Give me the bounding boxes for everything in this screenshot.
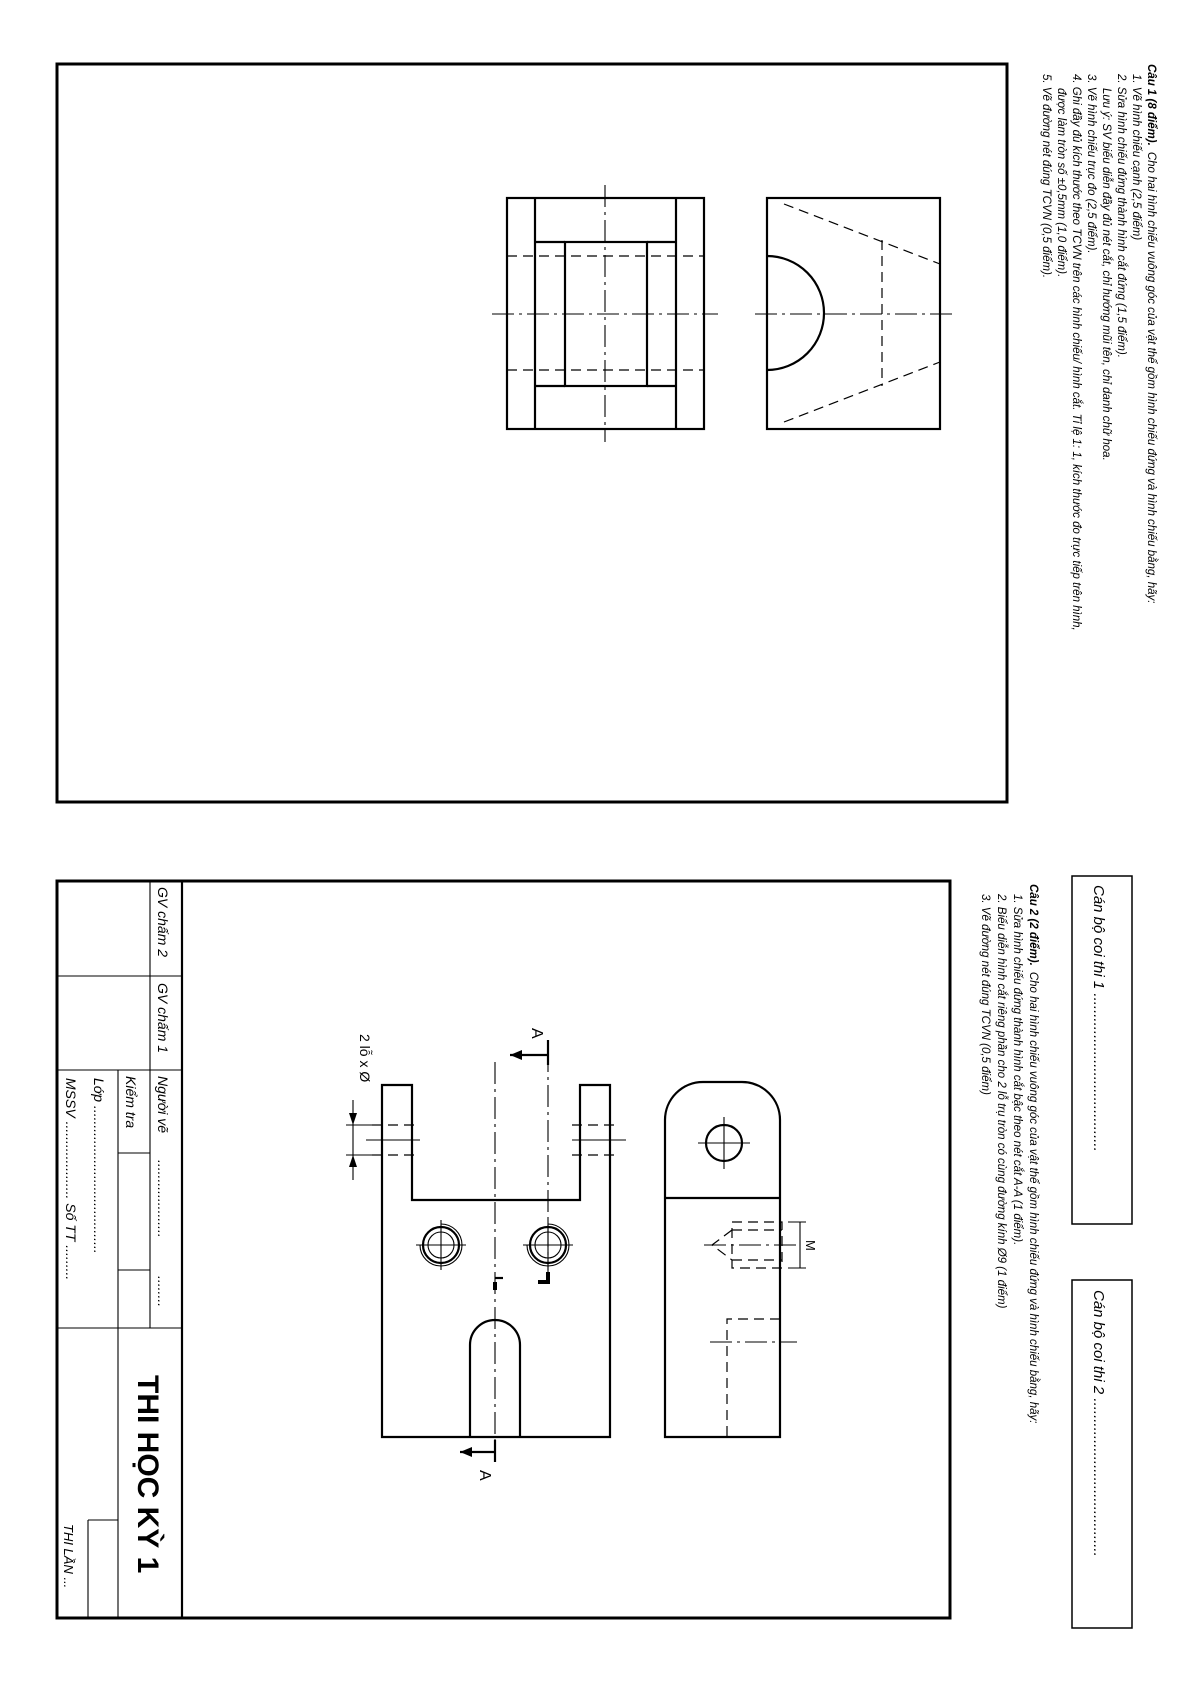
question1-item-4-cont: được làm tròn số ±0,5mm (1,0 điểm). (1055, 88, 1067, 278)
question1-front-view (755, 198, 952, 429)
question1-item-2: 2. Sửa hình chiếu đứng thành hình cắt đứng (1,5 điểm). (1115, 74, 1127, 358)
check-dots[interactable]: ........ (155, 1276, 171, 1308)
question1-item-5: 5. Vẽ đường nét đúng TCVN (0,5 điểm). (1040, 74, 1052, 279)
proctor1-label: Cán bộ coi thi 1 ...................................... (1090, 885, 1107, 1152)
section-label-bottom: A (476, 1470, 493, 1481)
question1-text (1040, 64, 1158, 631)
question2-item-3: 3. Vẽ đường nét đúng TCVN (0,5 điểm) (979, 894, 991, 1095)
question2-heading: Câu 2 (2 điểm). (1027, 884, 1039, 966)
svg-text:Câu 1 (8 điểm).Cho hai hình ch (1145, 64, 1158, 603)
grader1-label: GV chấm 1 (155, 983, 171, 1054)
drawn-by-dots[interactable]: .................... (155, 1160, 171, 1238)
grader2-label: GV chấm 2 (155, 887, 171, 958)
proctor2-label: Cán bộ coi thi 2 ...................................... (1090, 1290, 1107, 1557)
question2-plan-view (346, 1028, 626, 1481)
question1-heading: Câu 1 (8 điểm). (1145, 64, 1157, 146)
thread-label: M (803, 1240, 818, 1251)
question2-item-2: 2. Biểu diễn hình cắt riêng phần cho 2 lỗ trụ tròn có cùng đường kính Ø9 (1 điểm) (995, 894, 1007, 1309)
question1-note: Lưu ý: SV biểu diễn đầy đủ nét cắt, chỉ hướng mũi tên, chỉ danh chữ hoa. (1100, 88, 1112, 461)
question1-plan-view (492, 185, 718, 442)
question2-item-1: 1. Sửa hình chiếu đứng thành hình cắt bậc theo nét cắt A-A (1 điểm). (1011, 894, 1023, 1246)
checked-by-label: Kiểm tra (123, 1076, 139, 1129)
drawn-by-label: Người vẽ (155, 1076, 171, 1134)
question1-item-4: 4. Ghi đầy đủ kích thước theo TCVN trên các hình chiếu/ hình cắt. Tỉ lệ 1: 1, kích thước đo trực tiếp trên hình, (1070, 74, 1082, 631)
question1-item-3: 3. Vẽ hình chiếu trục đo (2,5 điểm). (1085, 74, 1097, 254)
student-id-field[interactable]: MSSV .................... Số TT ......... (63, 1078, 79, 1281)
question2-side-view (665, 1082, 818, 1437)
section-label-top: A (528, 1028, 545, 1039)
question2-intro: Cho hai hình chiếu vuông góc của vật thể gồm hình chiếu đứng và hình chiếu bằng, hãy: (1027, 971, 1039, 1424)
class-field[interactable]: Lớp ...................................... (91, 1078, 107, 1254)
attempt-field[interactable]: THI LẦN ... (61, 1524, 76, 1589)
hole-note: 2 lỗ x Ø (357, 1034, 373, 1083)
question1-intro: Cho hai hình chiếu vuông góc của vật thể gồm hình chiếu đứng và hình chiếu bằng, hãy: (1145, 151, 1157, 604)
question1-frame (57, 64, 1007, 802)
title-block (57, 881, 182, 1618)
question1-item-1: 1. Vẽ hình chiếu cạnh (2,5 điểm) (1130, 74, 1142, 241)
svg-text:Câu 2 (2 điểm).Cho hai hình ch (1027, 884, 1040, 1423)
exam-title: THI HỌC KỲ 1 (131, 1375, 164, 1574)
question2-text (979, 884, 1040, 1423)
